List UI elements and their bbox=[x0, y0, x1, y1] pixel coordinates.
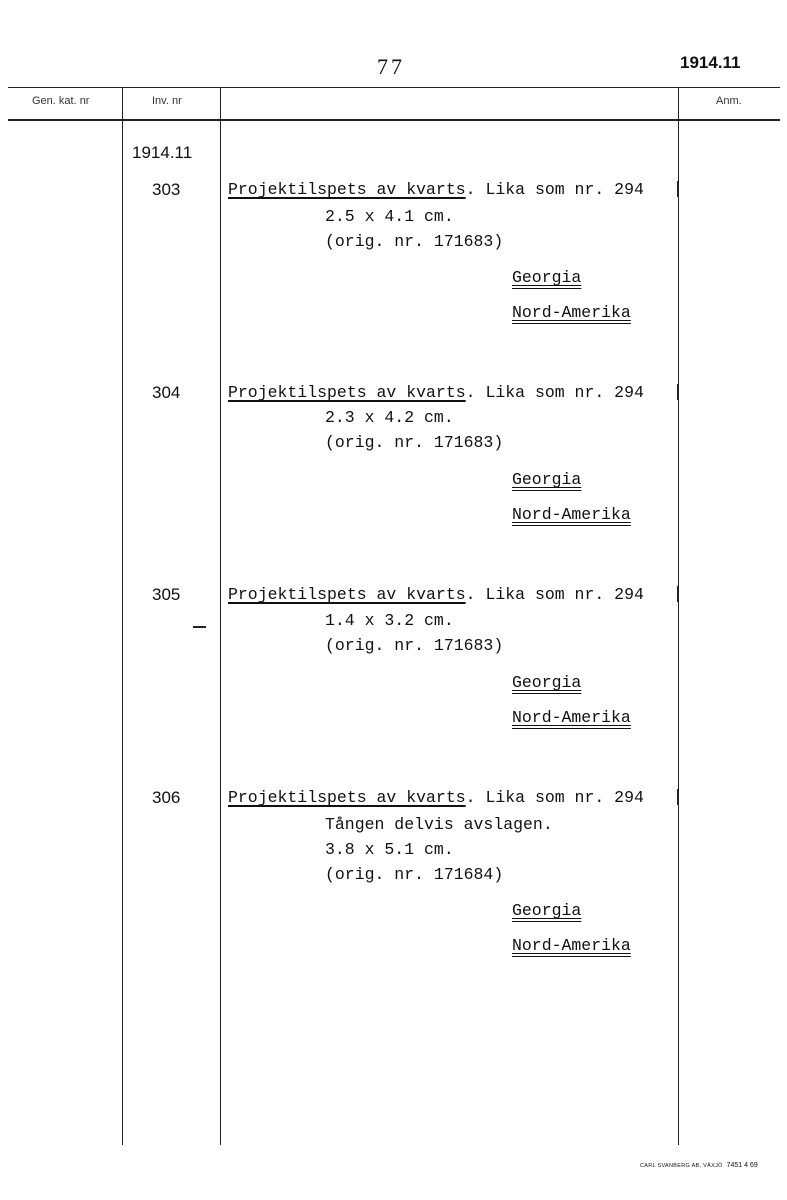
entry-region: Georgia bbox=[512, 470, 582, 489]
margin-tick bbox=[677, 789, 679, 805]
column-divider-2 bbox=[220, 87, 221, 1145]
entry-detail: (orig. nr. 171684) bbox=[325, 865, 504, 884]
page-number: 77 bbox=[377, 54, 405, 79]
margin-tick bbox=[677, 586, 679, 602]
entry-title-rest: . Lika som nr. 294 bbox=[465, 585, 644, 604]
entry-title: Projektilspets av kvarts bbox=[228, 383, 466, 402]
column-header-inv: Inv. nr bbox=[152, 95, 182, 107]
entry-title-line bbox=[228, 383, 644, 402]
entry-title-rest: . Lika som nr. 294 bbox=[465, 788, 644, 807]
inventory-number: 305 bbox=[152, 585, 181, 604]
entry-detail: (orig. nr. 171683) bbox=[325, 636, 504, 655]
header-rule-bottom bbox=[8, 119, 780, 121]
entry-title: Projektilspets av kvarts bbox=[228, 585, 466, 604]
entry-continent: Nord-Amerika bbox=[512, 505, 631, 524]
register-id: 1914.11 bbox=[680, 53, 741, 72]
entry-detail: 2.3 x 4.2 cm. bbox=[325, 408, 454, 427]
entry-continent: Nord-Amerika bbox=[512, 303, 631, 322]
entry-title-rest: . Lika som nr. 294 bbox=[465, 180, 644, 199]
entry-title-line bbox=[228, 585, 644, 604]
entry-detail: 1.4 x 3.2 cm. bbox=[325, 611, 454, 630]
entry-region: Georgia bbox=[512, 268, 582, 287]
entry-detail: (orig. nr. 171683) bbox=[325, 232, 504, 251]
entry-detail: Tången delvis avslagen. bbox=[325, 815, 553, 834]
entry-region: Georgia bbox=[512, 673, 582, 692]
entry-continent: Nord-Amerika bbox=[512, 936, 631, 955]
entry-title-rest: . Lika som nr. 294 bbox=[465, 383, 644, 402]
column-header-anm: Anm. bbox=[716, 95, 742, 107]
column-divider-3 bbox=[678, 87, 679, 1145]
margin-dash bbox=[193, 626, 206, 628]
margin-tick bbox=[677, 181, 679, 197]
inventory-number: 304 bbox=[152, 383, 181, 402]
printer-name: CARL SVANBERG AB, VÄXJÖ bbox=[640, 1163, 723, 1169]
entry-continent: Nord-Amerika bbox=[512, 708, 631, 727]
margin-tick bbox=[677, 384, 679, 400]
entry-detail: 3.8 x 5.1 cm. bbox=[325, 840, 454, 859]
entry-detail: (orig. nr. 171683) bbox=[325, 433, 504, 452]
form-code: 7451 4 69 bbox=[726, 1162, 758, 1169]
inventory-number: 306 bbox=[152, 788, 181, 807]
entry-title: Projektilspets av kvarts bbox=[228, 180, 466, 199]
column-header-gen-kat: Gen. kat. nr bbox=[32, 95, 90, 107]
column-divider-1 bbox=[122, 87, 123, 1145]
entry-region: Georgia bbox=[512, 901, 582, 920]
year-label: 1914.11 bbox=[132, 143, 193, 162]
header-rule-top bbox=[8, 87, 780, 88]
inventory-number: 303 bbox=[152, 180, 181, 199]
entry-title-line bbox=[228, 788, 644, 807]
entry-title: Projektilspets av kvarts bbox=[228, 788, 466, 807]
printer-imprint bbox=[640, 1162, 758, 1169]
entry-detail: 2.5 x 4.1 cm. bbox=[325, 207, 454, 226]
entry-title-line bbox=[228, 180, 644, 199]
